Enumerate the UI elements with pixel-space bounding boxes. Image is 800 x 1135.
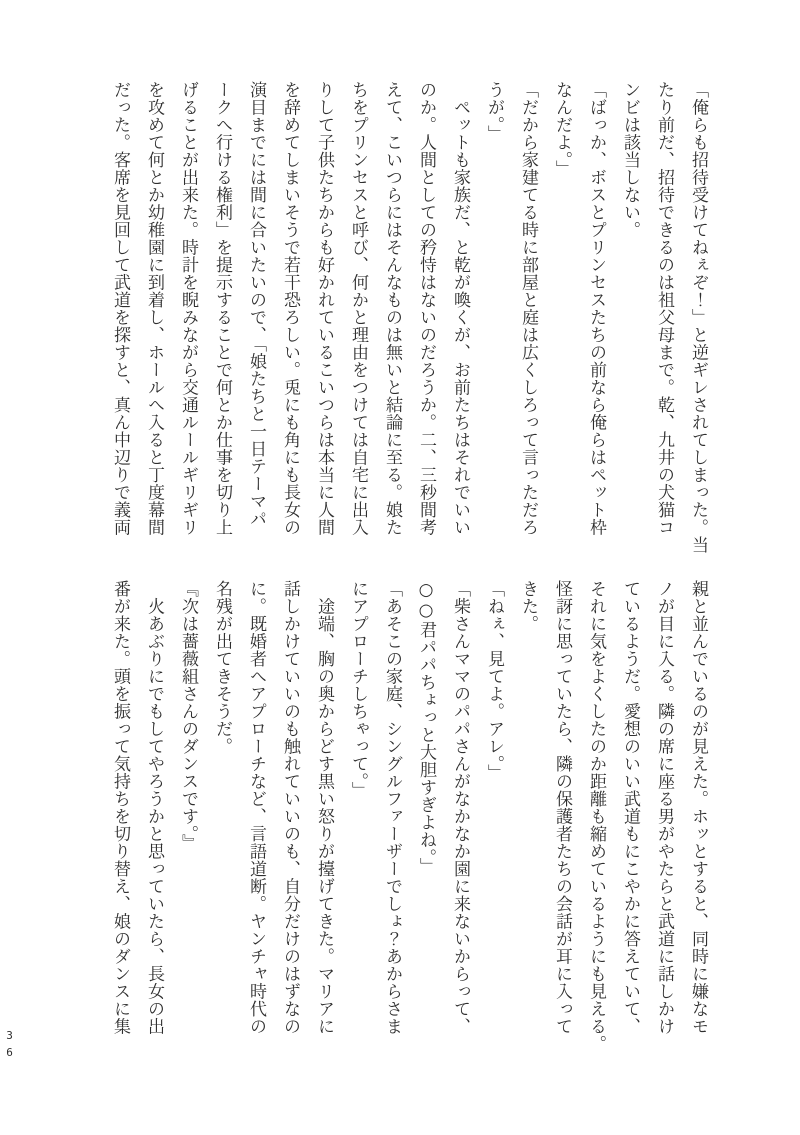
text-column: 親と並んでいるのが見えた。ホッとすると、同時に嫌なモ bbox=[688, 580, 708, 1035]
text-column: 「柴さんママのパパさんがなかなか園に来ないからって、 bbox=[450, 580, 470, 1035]
text-column: たり前だ、招待できるのは祖父母まで。乾、九井の犬猫コ bbox=[654, 81, 674, 536]
text-column: 怪訝に思っていたら、隣の保護者たちの会話が耳に入って bbox=[552, 580, 572, 1035]
text-column: うが。」 bbox=[484, 81, 504, 143]
text-column: だった。客席を見回して武道を探すと、真ん中辺りで義両 bbox=[110, 81, 130, 536]
text-column: それに気をよくしたのか距離も縮めているようにも見える。 bbox=[586, 580, 606, 1053]
text-column: えて、こいつらにはそんなものは無いと結論に至る。娘た bbox=[382, 81, 402, 536]
text-column: 「俺らも招待受けてねぇぞ！」と逆ギレされてしまった。当 bbox=[688, 81, 708, 554]
text-column: きた。 bbox=[518, 580, 538, 633]
text-column: 「だから家建てる時に部屋と庭は広くしろって言っただろ bbox=[518, 81, 538, 536]
text-column: に。既婚者へアプローチなど、言語道断。ヤンチャ時代の bbox=[246, 580, 266, 1035]
text-column: にアプローチしちゃって。」 bbox=[348, 580, 368, 799]
text-column: 「あそこの家庭、シングルファーザーでしょ？あからさま bbox=[382, 580, 402, 1035]
text-band-bottom bbox=[103, 580, 715, 1056]
text-column: 『次は薔薇組さんのダンスです。』 bbox=[178, 580, 198, 852]
text-column: げることが出来た。時計を睨みながら交通ルールギリギリ bbox=[178, 81, 198, 536]
text-column: 「ばっか、ボスとプリンセスたちの前なら俺らはペット枠 bbox=[586, 81, 606, 536]
text-column: 話しかけていいのも触れていいのも、自分だけのはずなの bbox=[280, 580, 300, 1035]
text-column: 番が来た。頭を振って気持ちを切り替え、娘のダンスに集 bbox=[110, 580, 130, 1035]
page-number: 36 bbox=[3, 1029, 16, 1063]
text-column: 名残が出てきそうだ。 bbox=[212, 580, 232, 755]
text-column: ークへ行ける権利」を提示することで何とか仕事を切り上 bbox=[212, 81, 232, 536]
text-column: ているようだ。愛想のいい武道もにこやかに答えていて、 bbox=[620, 580, 640, 1035]
text-column: ペットも家族だ、と乾が喚くが、お前たちはそれでいい bbox=[450, 81, 470, 536]
text-band-top bbox=[103, 81, 715, 557]
text-column: ノが目に入る。隣の席に座る男がやたらと武道に話しかけ bbox=[654, 580, 674, 1035]
text-column: りして子供たちからも好かれているこいつらは本当に人間 bbox=[314, 81, 334, 536]
text-column: 演目までには間に合いたいので、「娘たちと一日テーマパ bbox=[246, 81, 266, 528]
text-column: なんだよ。」 bbox=[552, 81, 572, 178]
text-column: ○○君パパちょっと大胆すぎよね。」 bbox=[416, 580, 436, 875]
text-column: ンビは該当しない。 bbox=[620, 81, 640, 239]
text-column: ちをプリンセスと呼び、何かと理由をつけては自宅に出入 bbox=[348, 81, 368, 536]
text-column: を攻めて何とか幼稚園に到着し、ホールへ入ると丁度幕間 bbox=[144, 81, 164, 536]
text-column: 「ねぇ、見てよ。アレ。」 bbox=[484, 580, 504, 782]
text-column: を辞めてしまいそうで若干恐ろしい。兎にも角にも長女の bbox=[280, 81, 300, 536]
text-column: 途端、胸の奥からどす黒い怒りが擡げてきた。マリアに bbox=[314, 580, 334, 1035]
text-column: のか。人間としての矜恃はないのだろうか。二、三秒間考 bbox=[416, 81, 436, 536]
text-column: 火あぶりにでもしてやろうかと思っていたら、長女の出 bbox=[144, 580, 164, 1035]
